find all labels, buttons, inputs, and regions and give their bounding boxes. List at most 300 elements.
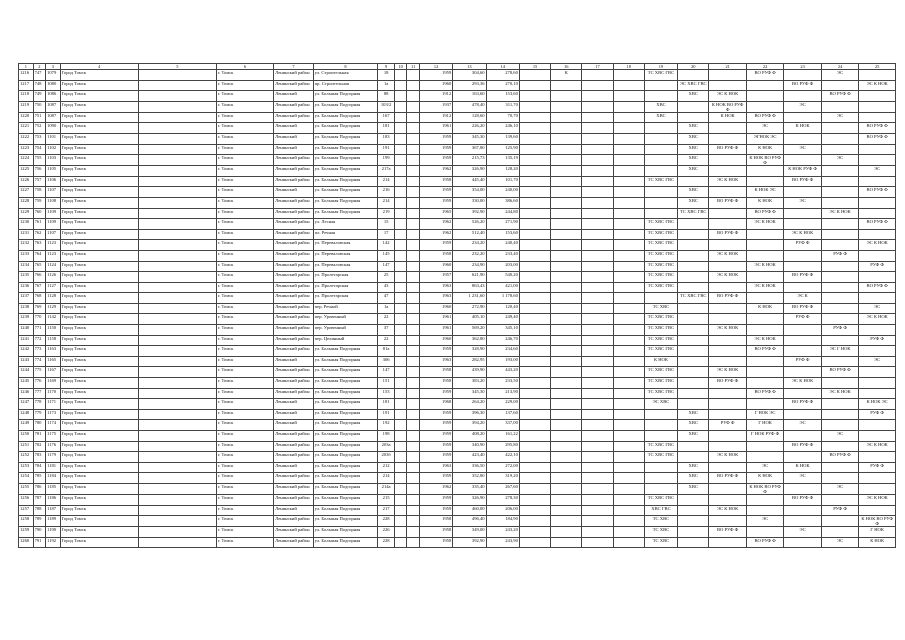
table-cell: ХВС (678, 483, 709, 494)
table-cell (519, 378, 550, 389)
table-cell: 1246 (19, 388, 34, 399)
table-cell: Город Томск (60, 314, 138, 325)
table-cell (582, 431, 613, 442)
table-cell: 337,00 (486, 420, 519, 431)
table-cell (613, 516, 644, 527)
table-cell (582, 123, 613, 134)
table-cell (746, 399, 783, 410)
table-cell: г. Томск (216, 335, 273, 346)
table-cell: 496,40 (453, 516, 486, 527)
table-cell (582, 483, 613, 494)
table-cell: 1087 (46, 101, 61, 112)
table-cell (551, 537, 582, 548)
table-cell (407, 272, 419, 283)
table-cell: ВО РУФ Ф (746, 112, 783, 123)
table-cell (138, 527, 216, 538)
table-cell (613, 70, 644, 81)
table-cell: Г НОК РУФ Ф (746, 431, 783, 442)
table-cell: ул. Большая Подгорная (313, 367, 378, 378)
table-cell: ТС ХВС ГВС (644, 441, 677, 452)
table-cell: 392,90 (453, 208, 486, 219)
table-cell (613, 325, 644, 336)
table-cell: ул. Большая Подгорная (313, 197, 378, 208)
table-cell (678, 325, 709, 336)
table-cell: г. Томск (216, 399, 273, 410)
table-cell (784, 325, 821, 336)
table-cell: 215,73 (453, 155, 486, 166)
table-cell: Город Томск (60, 483, 138, 494)
table-cell: Ленинский район (274, 155, 314, 166)
table-cell (407, 176, 419, 187)
table-cell: 778 (33, 399, 45, 410)
table-cell: 214а (378, 483, 395, 494)
table-cell (394, 335, 406, 346)
table-row (19, 80, 896, 91)
table-cell (582, 70, 613, 81)
table-cell (138, 123, 216, 134)
table-cell (859, 197, 896, 208)
table-cell (551, 250, 582, 261)
table-cell: 270,10 (486, 80, 519, 91)
table-cell (821, 462, 858, 473)
table-cell (821, 282, 858, 293)
table-cell (859, 505, 896, 516)
table-cell: 439,90 (453, 367, 486, 378)
table-cell (394, 483, 406, 494)
table-cell (582, 240, 613, 251)
table-row (19, 388, 896, 399)
table-cell (746, 314, 783, 325)
table-cell (519, 473, 550, 484)
table-cell: 282,95 (453, 356, 486, 367)
table-cell (582, 314, 613, 325)
table-cell (859, 144, 896, 155)
table-cell: ВО РУФ Ф (821, 91, 858, 102)
table-cell: 1242 (19, 346, 34, 357)
table-cell: 1165 (46, 356, 61, 367)
table-cell (821, 229, 858, 240)
table-cell: 214 (378, 197, 395, 208)
table-cell: 306 (378, 356, 395, 367)
table-cell: Ленинский район (274, 527, 314, 538)
table-cell (551, 303, 582, 314)
table-cell: 18 (378, 70, 395, 81)
table-cell: ТС ХВС ГВС (644, 388, 677, 399)
table-cell: 362,80 (453, 335, 486, 346)
table-cell: 1962 (419, 229, 452, 240)
table-row (19, 420, 896, 431)
table-cell (821, 399, 858, 410)
table-cell: 25 (378, 272, 395, 283)
table-cell: г. Томск (216, 250, 273, 261)
table-cell: 405,10 (453, 314, 486, 325)
table-cell (407, 452, 419, 463)
table-cell (859, 378, 896, 389)
table-cell (582, 91, 613, 102)
table-cell (394, 431, 406, 442)
table-row (19, 483, 896, 494)
table-cell (746, 101, 783, 112)
table-cell: 755 (33, 155, 45, 166)
table-cell: Ленинский (274, 187, 314, 198)
table-cell (784, 516, 821, 527)
table-cell (678, 112, 709, 123)
table-cell: ул. Большая Подгорная (313, 346, 378, 357)
table-cell: Ленинский район (274, 240, 314, 251)
table-cell: ЭС (784, 527, 821, 538)
table-cell: г. Томск (216, 240, 273, 251)
table-cell: ТС ХВС (644, 537, 677, 548)
table-cell (784, 208, 821, 219)
table-cell (821, 293, 858, 304)
column-number-cell: 10 (394, 64, 406, 70)
table-cell (138, 112, 216, 123)
table-cell (138, 399, 216, 410)
table-cell: 139,60 (486, 133, 519, 144)
table-cell: 1128 (46, 293, 61, 304)
table-cell: 1239 (19, 314, 34, 325)
table-cell: ТС ХВС ГВС (644, 229, 677, 240)
table-cell (407, 155, 419, 166)
table-cell (613, 494, 644, 505)
table-cell: 761 (33, 219, 45, 230)
table-cell: 777 (33, 388, 45, 399)
table-cell (138, 70, 216, 81)
table-row (19, 229, 896, 240)
table-cell: 1963 (419, 356, 452, 367)
table-cell: 137,60 (486, 409, 519, 420)
table-cell (746, 176, 783, 187)
table-cell: К НОК (644, 356, 677, 367)
table-cell: 1962 (419, 219, 452, 230)
table-cell: 1257 (19, 505, 34, 516)
table-cell: 1170 (46, 388, 61, 399)
table-cell: ТС ХВС ГВС (644, 219, 677, 230)
table-cell (138, 420, 216, 431)
table-cell (394, 303, 406, 314)
table-cell (582, 261, 613, 272)
table-cell (394, 325, 406, 336)
table-cell: Город Томск (60, 346, 138, 357)
table-row (19, 176, 896, 187)
table-cell (821, 441, 858, 452)
table-cell (678, 441, 709, 452)
table-cell (407, 303, 419, 314)
table-cell (784, 537, 821, 548)
table-cell: Город Томск (60, 356, 138, 367)
table-cell: Ленинский район (274, 314, 314, 325)
table-cell: 1963 (419, 282, 452, 293)
table-cell: ХВС (678, 91, 709, 102)
table-cell: ЭС (784, 144, 821, 155)
table-cell (582, 219, 613, 230)
table-cell: ул. Большая Подгорная (313, 473, 378, 484)
table-cell (613, 91, 644, 102)
table-cell: Город Томск (60, 144, 138, 155)
table-cell: Город Томск (60, 431, 138, 442)
table-row (19, 123, 896, 134)
table-cell: ЭС ХВС ГВС (678, 80, 709, 91)
table-cell (551, 431, 582, 442)
table-cell: ул. Большая Подгорная (313, 399, 378, 410)
table-cell (582, 420, 613, 431)
table-row (19, 473, 896, 484)
table-cell (582, 176, 613, 187)
table-cell: ТС ХВС (644, 516, 677, 527)
table-cell: 278,60 (486, 70, 519, 81)
table-cell: ТС ХВС ГВС (644, 378, 677, 389)
table-cell: ХВС (678, 431, 709, 442)
table-row (19, 240, 896, 251)
table-cell: ТС ХВС ГВС (644, 70, 677, 81)
table-cell (613, 272, 644, 283)
table-cell: Ленинский район (274, 229, 314, 240)
table-cell: 1216 (19, 70, 34, 81)
table-cell (519, 452, 550, 463)
table-cell (746, 240, 783, 251)
table-cell: 203,00 (486, 261, 519, 272)
table-cell: РУФ Ф (859, 261, 896, 272)
table-cell (709, 155, 746, 166)
register-sheet (18, 63, 896, 548)
table-cell (746, 378, 783, 389)
table-cell: 1238 (19, 303, 34, 314)
table-cell: 145 (378, 250, 395, 261)
table-cell: Город Томск (60, 123, 138, 134)
table-cell: г. Томск (216, 314, 273, 325)
table-cell (519, 303, 550, 314)
table-cell: 1219 (19, 101, 34, 112)
table-cell (859, 176, 896, 187)
column-number-cell: 11 (407, 64, 419, 70)
table-cell: 1235 (19, 272, 34, 283)
table-cell (582, 537, 613, 548)
table-cell: РУФ Ф (859, 462, 896, 473)
table-cell: 271,90 (486, 219, 519, 230)
table-cell: 773 (33, 346, 45, 357)
table-cell: 153 (378, 388, 395, 399)
table-cell (138, 494, 216, 505)
table-cell: 232,20 (453, 250, 486, 261)
table-cell (613, 80, 644, 91)
table-cell: Ленинский район (274, 166, 314, 177)
table-cell (551, 335, 582, 346)
table-cell (746, 229, 783, 240)
table-cell: 161,22 (486, 431, 519, 442)
table-cell (519, 176, 550, 187)
table-cell (138, 272, 216, 283)
table-cell: 1255 (19, 483, 34, 494)
table-cell (709, 314, 746, 325)
table-cell: г. Томск (216, 505, 273, 516)
table-row (19, 219, 896, 230)
table-cell: 1175 (46, 431, 61, 442)
column-number-cell: 3 (46, 64, 61, 70)
table-cell: г. Томск (216, 112, 273, 123)
table-cell (138, 409, 216, 420)
table-cell: 1218 (19, 91, 34, 102)
table-cell (582, 473, 613, 484)
table-cell (138, 516, 216, 527)
table-cell (709, 483, 746, 494)
table-cell: 199 (378, 155, 395, 166)
table-cell: 396,30 (453, 409, 486, 420)
table-cell (644, 166, 677, 177)
table-cell: ул. Большая Подгорная (313, 378, 378, 389)
table-cell (582, 452, 613, 463)
table-cell: г. Томск (216, 272, 273, 283)
table-cell: 147 (378, 261, 395, 272)
table-cell: 1233 (19, 250, 34, 261)
table-cell: ЭС (821, 155, 858, 166)
table-cell: 1960 (419, 335, 452, 346)
table-cell: 1103 (46, 155, 61, 166)
table-cell: 1958 (419, 378, 452, 389)
table-cell: 1959 (419, 133, 452, 144)
table-cell: РУФ Ф (821, 250, 858, 261)
table-cell (407, 441, 419, 452)
table-cell: К НОК (859, 537, 896, 548)
table-cell: 1258 (19, 516, 34, 527)
table-cell (551, 80, 582, 91)
table-cell: Город Томск (60, 293, 138, 304)
column-number-cell: 12 (419, 64, 452, 70)
table-cell: 163,60 (453, 91, 486, 102)
table-cell: 243,90 (486, 537, 519, 548)
table-cell: 1961 (419, 325, 452, 336)
table-cell: 769 (33, 303, 45, 314)
table-cell: К НОК РУФ Ф (784, 166, 821, 177)
table-cell (859, 155, 896, 166)
table-cell (407, 229, 419, 240)
table-cell: 1236 (19, 282, 34, 293)
table-cell (138, 144, 216, 155)
table-cell (613, 452, 644, 463)
table-cell (407, 420, 419, 431)
table-cell: 1958 (419, 176, 452, 187)
table-cell: пер. Целинный (313, 335, 378, 346)
table-cell: г. Томск (216, 133, 273, 144)
table-row (19, 325, 896, 336)
table-cell (138, 367, 216, 378)
table-cell: 754 (33, 144, 45, 155)
table-cell: ЭС К НОК (821, 208, 858, 219)
table-cell: К НОК ЭС (746, 187, 783, 198)
table-cell: 1959 (419, 494, 452, 505)
table-cell (551, 473, 582, 484)
table-cell (644, 409, 677, 420)
table-cell (394, 272, 406, 283)
table-cell (138, 282, 216, 293)
table-cell: ул. Большая Подгорная (313, 187, 378, 198)
table-cell: 267,60 (486, 483, 519, 494)
table-cell (746, 272, 783, 283)
table-cell: 216 (378, 187, 395, 198)
table-cell (407, 483, 419, 494)
table-cell: ЭС К (784, 293, 821, 304)
table-cell: ТС ХВС (644, 303, 677, 314)
table-cell: ул. Большая Подгорная (313, 441, 378, 452)
table-cell: ЭС К НОК (709, 91, 746, 102)
table-cell: г. Томск (216, 208, 273, 219)
table-cell: 1217 (19, 80, 34, 91)
table-cell (394, 133, 406, 144)
table-cell (551, 261, 582, 272)
table-cell (582, 133, 613, 144)
table-cell: 785 (33, 473, 45, 484)
table-cell (551, 409, 582, 420)
table-cell (644, 473, 677, 484)
table-cell (519, 494, 550, 505)
table-cell: Город Томск (60, 409, 138, 420)
table-cell: г. Томск (216, 261, 273, 272)
table-cell (138, 91, 216, 102)
table-cell: ЭС (784, 197, 821, 208)
table-cell (394, 505, 406, 516)
column-number-cell: 5 (138, 64, 216, 70)
table-cell: ЭС (746, 462, 783, 473)
table-cell: ХВС (678, 133, 709, 144)
table-cell: 244,80 (486, 208, 519, 219)
table-cell: Ленинский (274, 91, 314, 102)
table-cell: ВО РУФ Ф (746, 346, 783, 357)
table-cell (784, 505, 821, 516)
table-cell: ТС ХВС (644, 527, 677, 538)
table-cell: ул. Большая Подгорная (313, 101, 378, 112)
table-cell (519, 367, 550, 378)
table-cell (582, 250, 613, 261)
table-cell (859, 91, 896, 102)
table-cell: Город Томск (60, 229, 138, 240)
table-cell: 142 (378, 240, 395, 251)
table-cell: 1252 (19, 452, 34, 463)
table-cell: ул. Переваловская (313, 240, 378, 251)
table-cell (582, 409, 613, 420)
table-cell: РУФ Ф (709, 420, 746, 431)
table-cell: 213,90 (486, 388, 519, 399)
table-cell: Город Томск (60, 537, 138, 548)
table-cell: г. Томск (216, 420, 273, 431)
table-cell: 1150 (46, 325, 61, 336)
table-cell (678, 282, 709, 293)
table-cell (678, 70, 709, 81)
table-cell (519, 346, 550, 357)
table-cell (613, 133, 644, 144)
table-row (19, 261, 896, 272)
table-cell (582, 101, 613, 112)
table-row (19, 441, 896, 452)
table-cell: ЭС (821, 537, 858, 548)
table-cell: 383,20 (453, 378, 486, 389)
table-cell (709, 133, 746, 144)
table-cell: 771 (33, 325, 45, 336)
table-cell (519, 431, 550, 442)
table-cell (138, 335, 216, 346)
table-cell (644, 155, 677, 166)
table-cell: 1171 (46, 399, 61, 410)
table-cell: 569,20 (453, 325, 486, 336)
table-cell: 295,80 (486, 441, 519, 452)
table-cell (394, 112, 406, 123)
table-cell: 1244 (19, 367, 34, 378)
table-cell (821, 527, 858, 538)
table-cell: 791 (33, 537, 45, 548)
table-cell (613, 462, 644, 473)
table-cell (613, 112, 644, 123)
table-cell (709, 123, 746, 134)
table-row (19, 367, 896, 378)
table-cell: 1109 (46, 208, 61, 219)
